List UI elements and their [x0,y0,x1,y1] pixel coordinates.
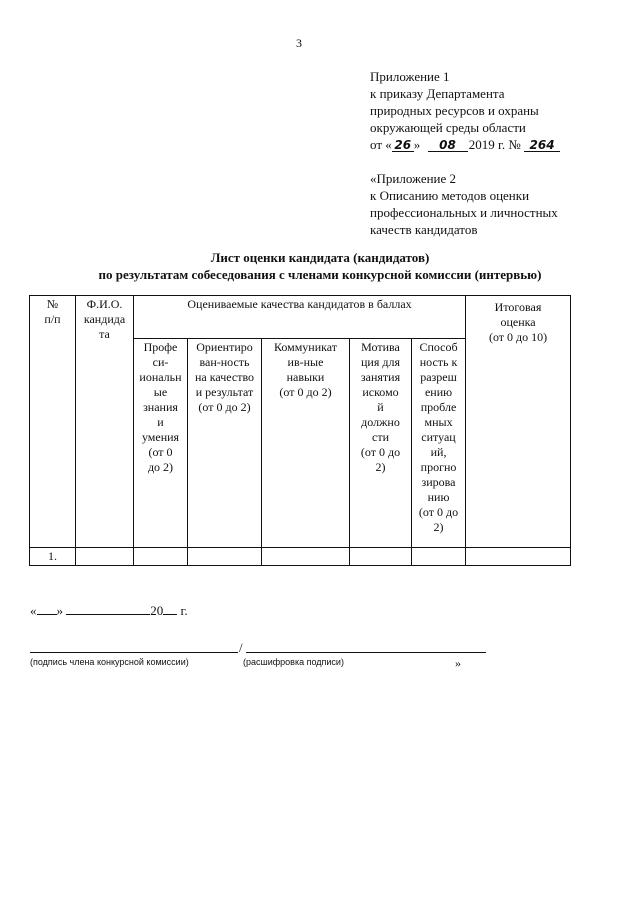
signature-line[interactable] [30,652,238,653]
page-number: 3 [296,36,302,50]
header-communication-skills: Коммуникат ив-ные навыки (от 0 до 2) [262,339,350,548]
date-open-quote: « [30,603,37,618]
year-suffix: г. [180,603,188,618]
month-blank[interactable] [66,602,150,615]
caption-signature: (подпись члена конкурсной комиссии) [30,657,189,667]
header-number: № п/п [30,296,76,548]
year-prefix: 20 [150,603,164,618]
signature-decode-line[interactable] [246,652,486,653]
evaluation-table [29,295,571,566]
header-result-orientation: Ориентиро ван-ность на качество и результат (от 0 до 2) [188,339,262,548]
appendix-1-title: Приложение 1 [370,69,450,84]
title-line-2: по результатам собеседования с членами конкурсной комиссии (интервью) [98,267,542,282]
signature-date [30,602,188,619]
header-qualities-group: Оцениваемые качества кандидатов в баллах [134,296,466,339]
appendix-1-block [370,68,620,153]
appendix-2-line: качеств кандидатов [370,222,478,237]
signature-slash: / [239,640,243,655]
header-problem-solving: Способ ность к разреш ению пробле мных ситуац ий, прогно зирова нию (от 0 до 2) [412,339,466,548]
date-prefix: от « [370,137,392,152]
appendix-2-block [370,170,620,238]
caption-decode: (расшифровка подписи) [243,657,344,667]
appendix-2-line: профессиональных и личностных [370,205,558,220]
title-line-1: Лист оценки кандидата (кандидатов) [210,250,430,265]
table-row [30,548,571,566]
empty-cell[interactable] [134,548,188,566]
handwritten-number: 264 [524,139,560,152]
empty-cell[interactable] [412,548,466,566]
appendix-1-date [370,136,620,153]
appendix-2-title: «Приложение 2 [370,171,457,186]
date-close-quote: » [56,603,63,618]
day-blank[interactable] [37,602,57,615]
header-fio: Ф.И.О. кандида та [76,296,134,548]
appendix-1-line: природных ресурсов и охраны [370,103,539,118]
empty-cell[interactable] [76,548,134,566]
date-mid: » [413,137,421,152]
appendix-1-line: окружающей среды области [370,120,526,135]
header-total: Итоговая оценка (от 0 до 10) [466,296,571,548]
year-blank[interactable] [163,602,177,615]
appendix-1-line: к приказу Департамента [370,86,505,101]
document-title [0,249,640,283]
empty-cell[interactable] [350,548,412,566]
empty-cell[interactable] [466,548,571,566]
handwritten-day: 26 [392,139,414,152]
closing-quote: » [455,656,461,670]
row-number: 1. [30,548,76,566]
header-motivation: Мотива ция для занятия искомо й должно сти (от 0 до 2) [350,339,412,548]
empty-cell[interactable] [188,548,262,566]
handwritten-month: 08 [428,139,468,152]
appendix-2-line: к Описанию методов оценки [370,188,530,203]
empty-cell[interactable] [262,548,350,566]
date-year: 2019 г. № [468,137,521,152]
header-professional-skills: Профе си- иональн ые знания и умения (от 0 до 2) [134,339,188,548]
